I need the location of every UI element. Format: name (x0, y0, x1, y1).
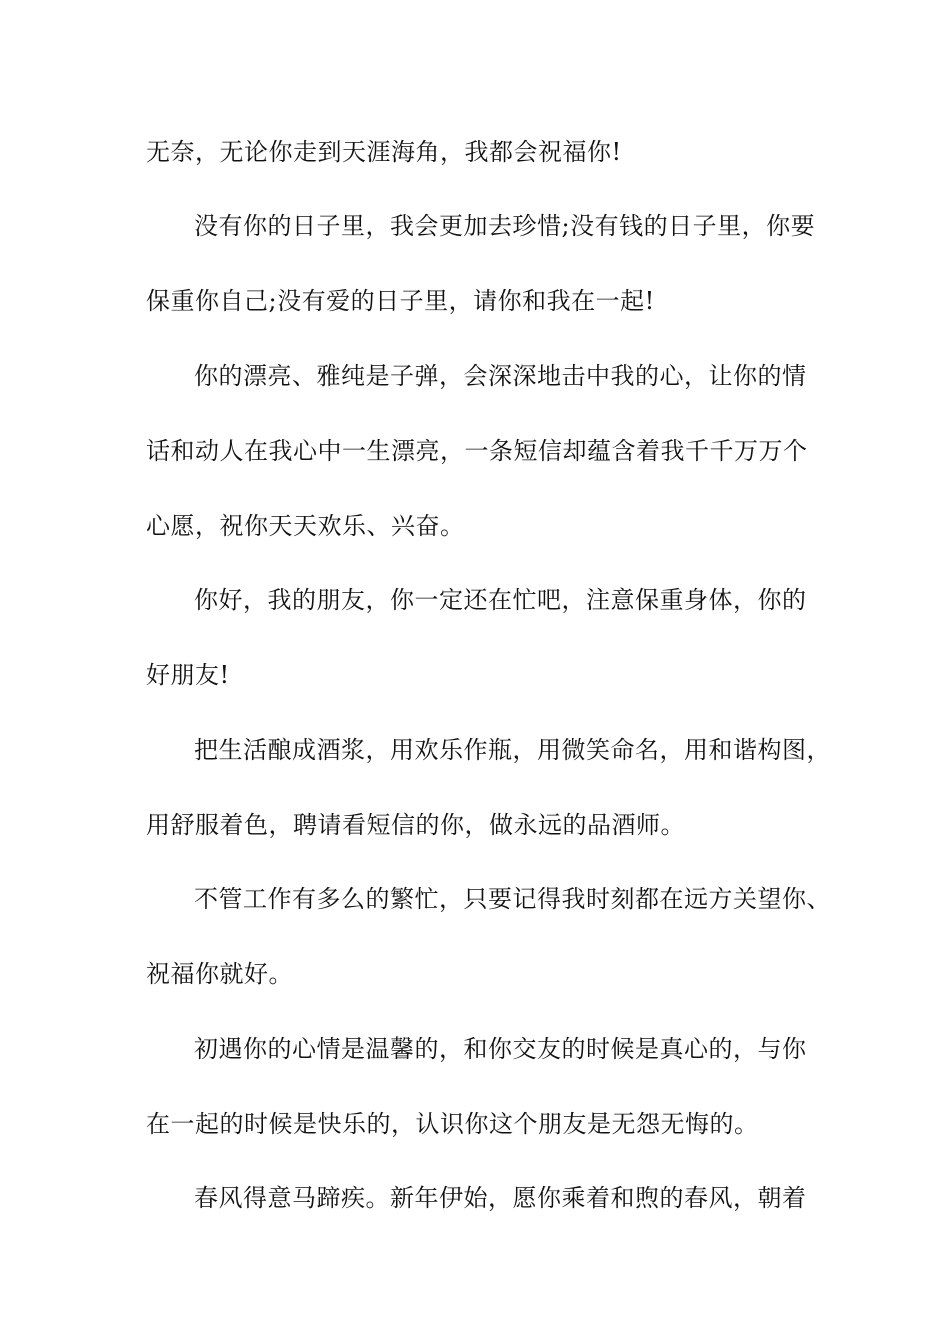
text-line: 心愿，祝你天天欢乐、兴奋。 (146, 512, 465, 540)
text-line: 你的漂亮、雅纯是子弹，会深深地击中我的心，让你的情 (194, 362, 807, 390)
text-line: 把生活酿成酒浆，用欢乐作瓶，用微笑命名，用和谐构图， (194, 736, 831, 764)
text-line: 好朋友! (146, 661, 230, 689)
text-line: 祝福你就好。 (146, 960, 293, 988)
text-line: 在一起的时候是快乐的，认识你这个朋友是无怨无悔的。 (146, 1110, 759, 1138)
text-line: 你好，我的朋友，你一定还在忙吧，注意保重身体，你的 (194, 586, 807, 614)
text-line: 话和动人在我心中一生漂亮，一条短信却蕴含着我千千万万个 (146, 437, 808, 465)
text-line: 不管工作有多么的繁忙，只要记得我时刻都在远方关望你、 (194, 885, 831, 913)
text-line: 无奈，无论你走到天涯海角，我都会祝福你! (146, 138, 622, 166)
text-line: 没有你的日子里，我会更加去珍惜;没有钱的日子里，你要 (194, 212, 816, 240)
text-line: 保重你自己;没有爱的日子里，请你和我在一起! (146, 287, 655, 315)
text-line: 用舒服着色，聘请看短信的你，做永远的品酒师。 (146, 811, 685, 839)
text-line: 初遇你的心情是温馨的，和你交友的时候是真心的，与你 (194, 1035, 807, 1063)
text-line: 春风得意马蹄疾。新年伊始，愿你乘着和煦的春风，朝着 (194, 1184, 807, 1212)
